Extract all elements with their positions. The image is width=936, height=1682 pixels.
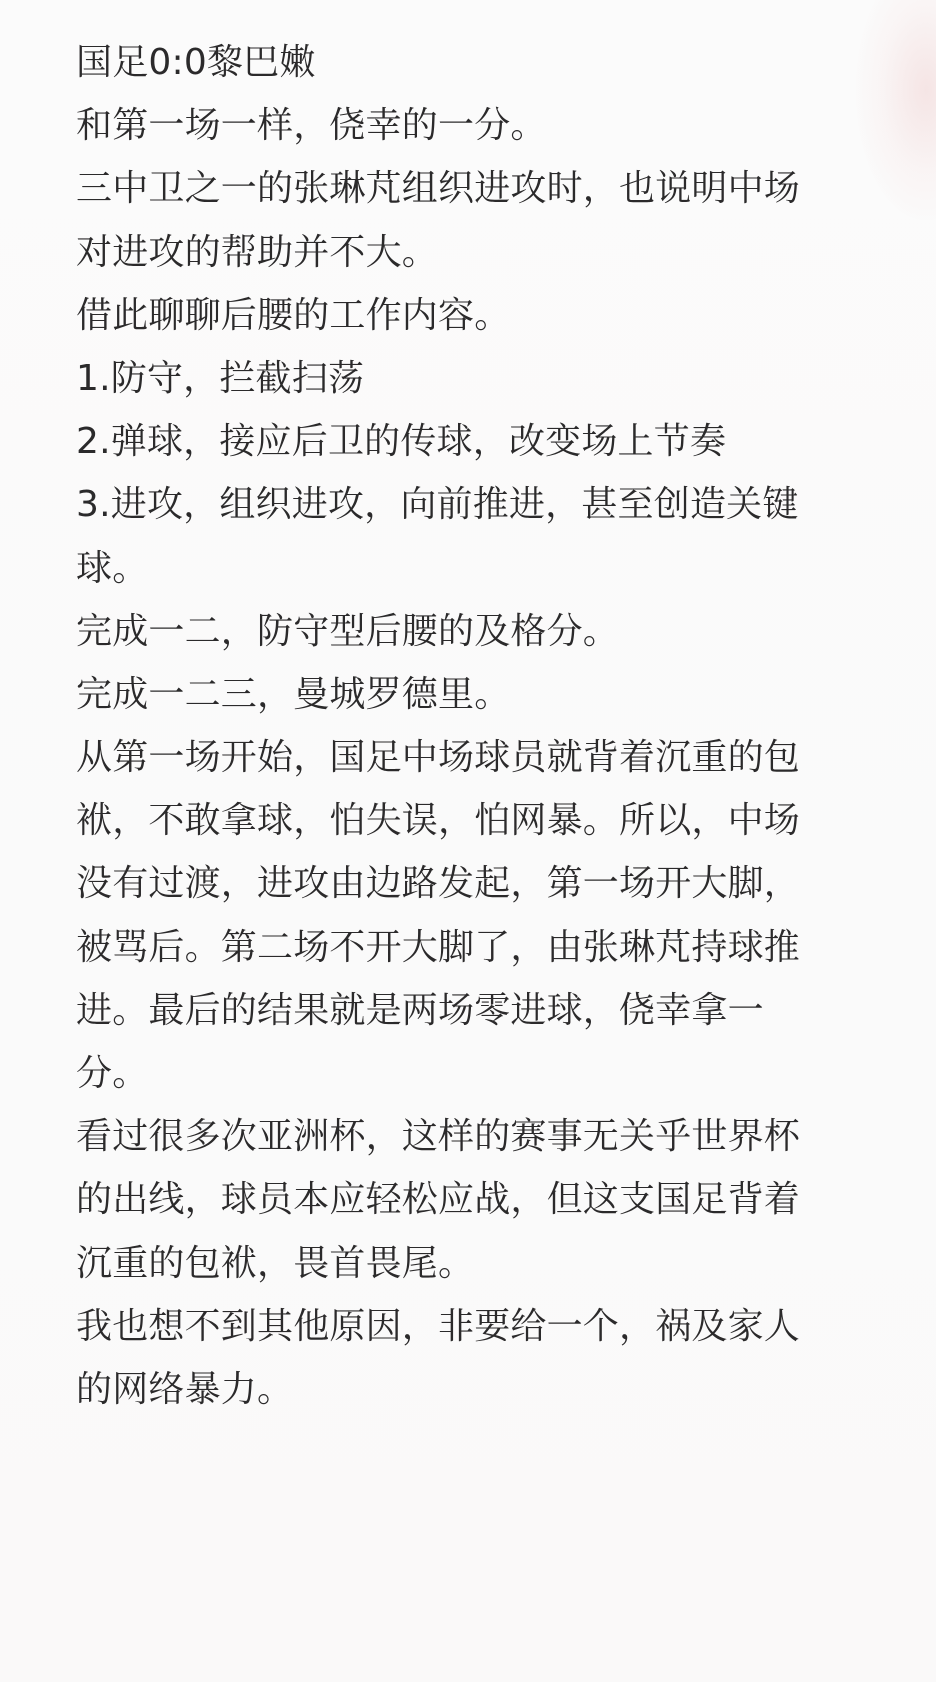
article-line: 看过很多次亚洲杯，这样的赛事无关乎世界杯 bbox=[76, 1116, 801, 1158]
article-line: 的出线，球员本应轻松应战，但这支国足背着 bbox=[76, 1179, 801, 1221]
article-line: 从第一场开始，国足中场球员就背着沉重的包 bbox=[76, 737, 801, 779]
article-line: 的网络暴力。 bbox=[76, 1368, 294, 1410]
article-line: 完成一二三，曼城罗德里。 bbox=[76, 673, 511, 715]
article-line: 被骂后。第二场不开大脚了，由张琳芃持球推 bbox=[76, 926, 801, 968]
corner-decoration bbox=[856, 0, 936, 220]
article-line: 和第一场一样，侥幸的一分。 bbox=[76, 105, 547, 147]
list-item-1: 1.防守，拦截扫荡 bbox=[76, 357, 365, 399]
article-line-title: 国足0:0黎巴嫩 bbox=[76, 42, 316, 83]
article-line: 沉重的包袱，畏首畏尾。 bbox=[76, 1242, 475, 1284]
article-line: 分。 bbox=[76, 1053, 149, 1094]
article-line: 完成一二，防守型后腰的及格分。 bbox=[76, 610, 620, 652]
article-line: 进。最后的结果就是两场零进球，侥幸拿一 bbox=[76, 989, 764, 1031]
article-line: 对进攻的帮助并不大。 bbox=[76, 231, 439, 273]
list-item-2: 2.弹球，接应后卫的传球，改变场上节奏 bbox=[76, 421, 727, 463]
article-line: 我也想不到其他原因，非要给一个，祸及家人 bbox=[76, 1305, 801, 1347]
list-item-3: 3.进攻，组织进攻，向前推进，甚至创造关键 bbox=[76, 484, 799, 526]
article-line: 借此聊聊后腰的工作内容。 bbox=[76, 294, 511, 336]
article-body bbox=[76, 31, 866, 1421]
article-line: 三中卫之一的张琳芃组织进攻时，也说明中场 bbox=[76, 168, 801, 210]
article-line: 没有过渡，进攻由边路发起，第一场开大脚， bbox=[76, 863, 801, 905]
list-item-3-cont: 球。 bbox=[76, 547, 149, 589]
article-line: 袱，不敢拿球，怕失误，怕网暴。所以，中场 bbox=[76, 800, 801, 842]
